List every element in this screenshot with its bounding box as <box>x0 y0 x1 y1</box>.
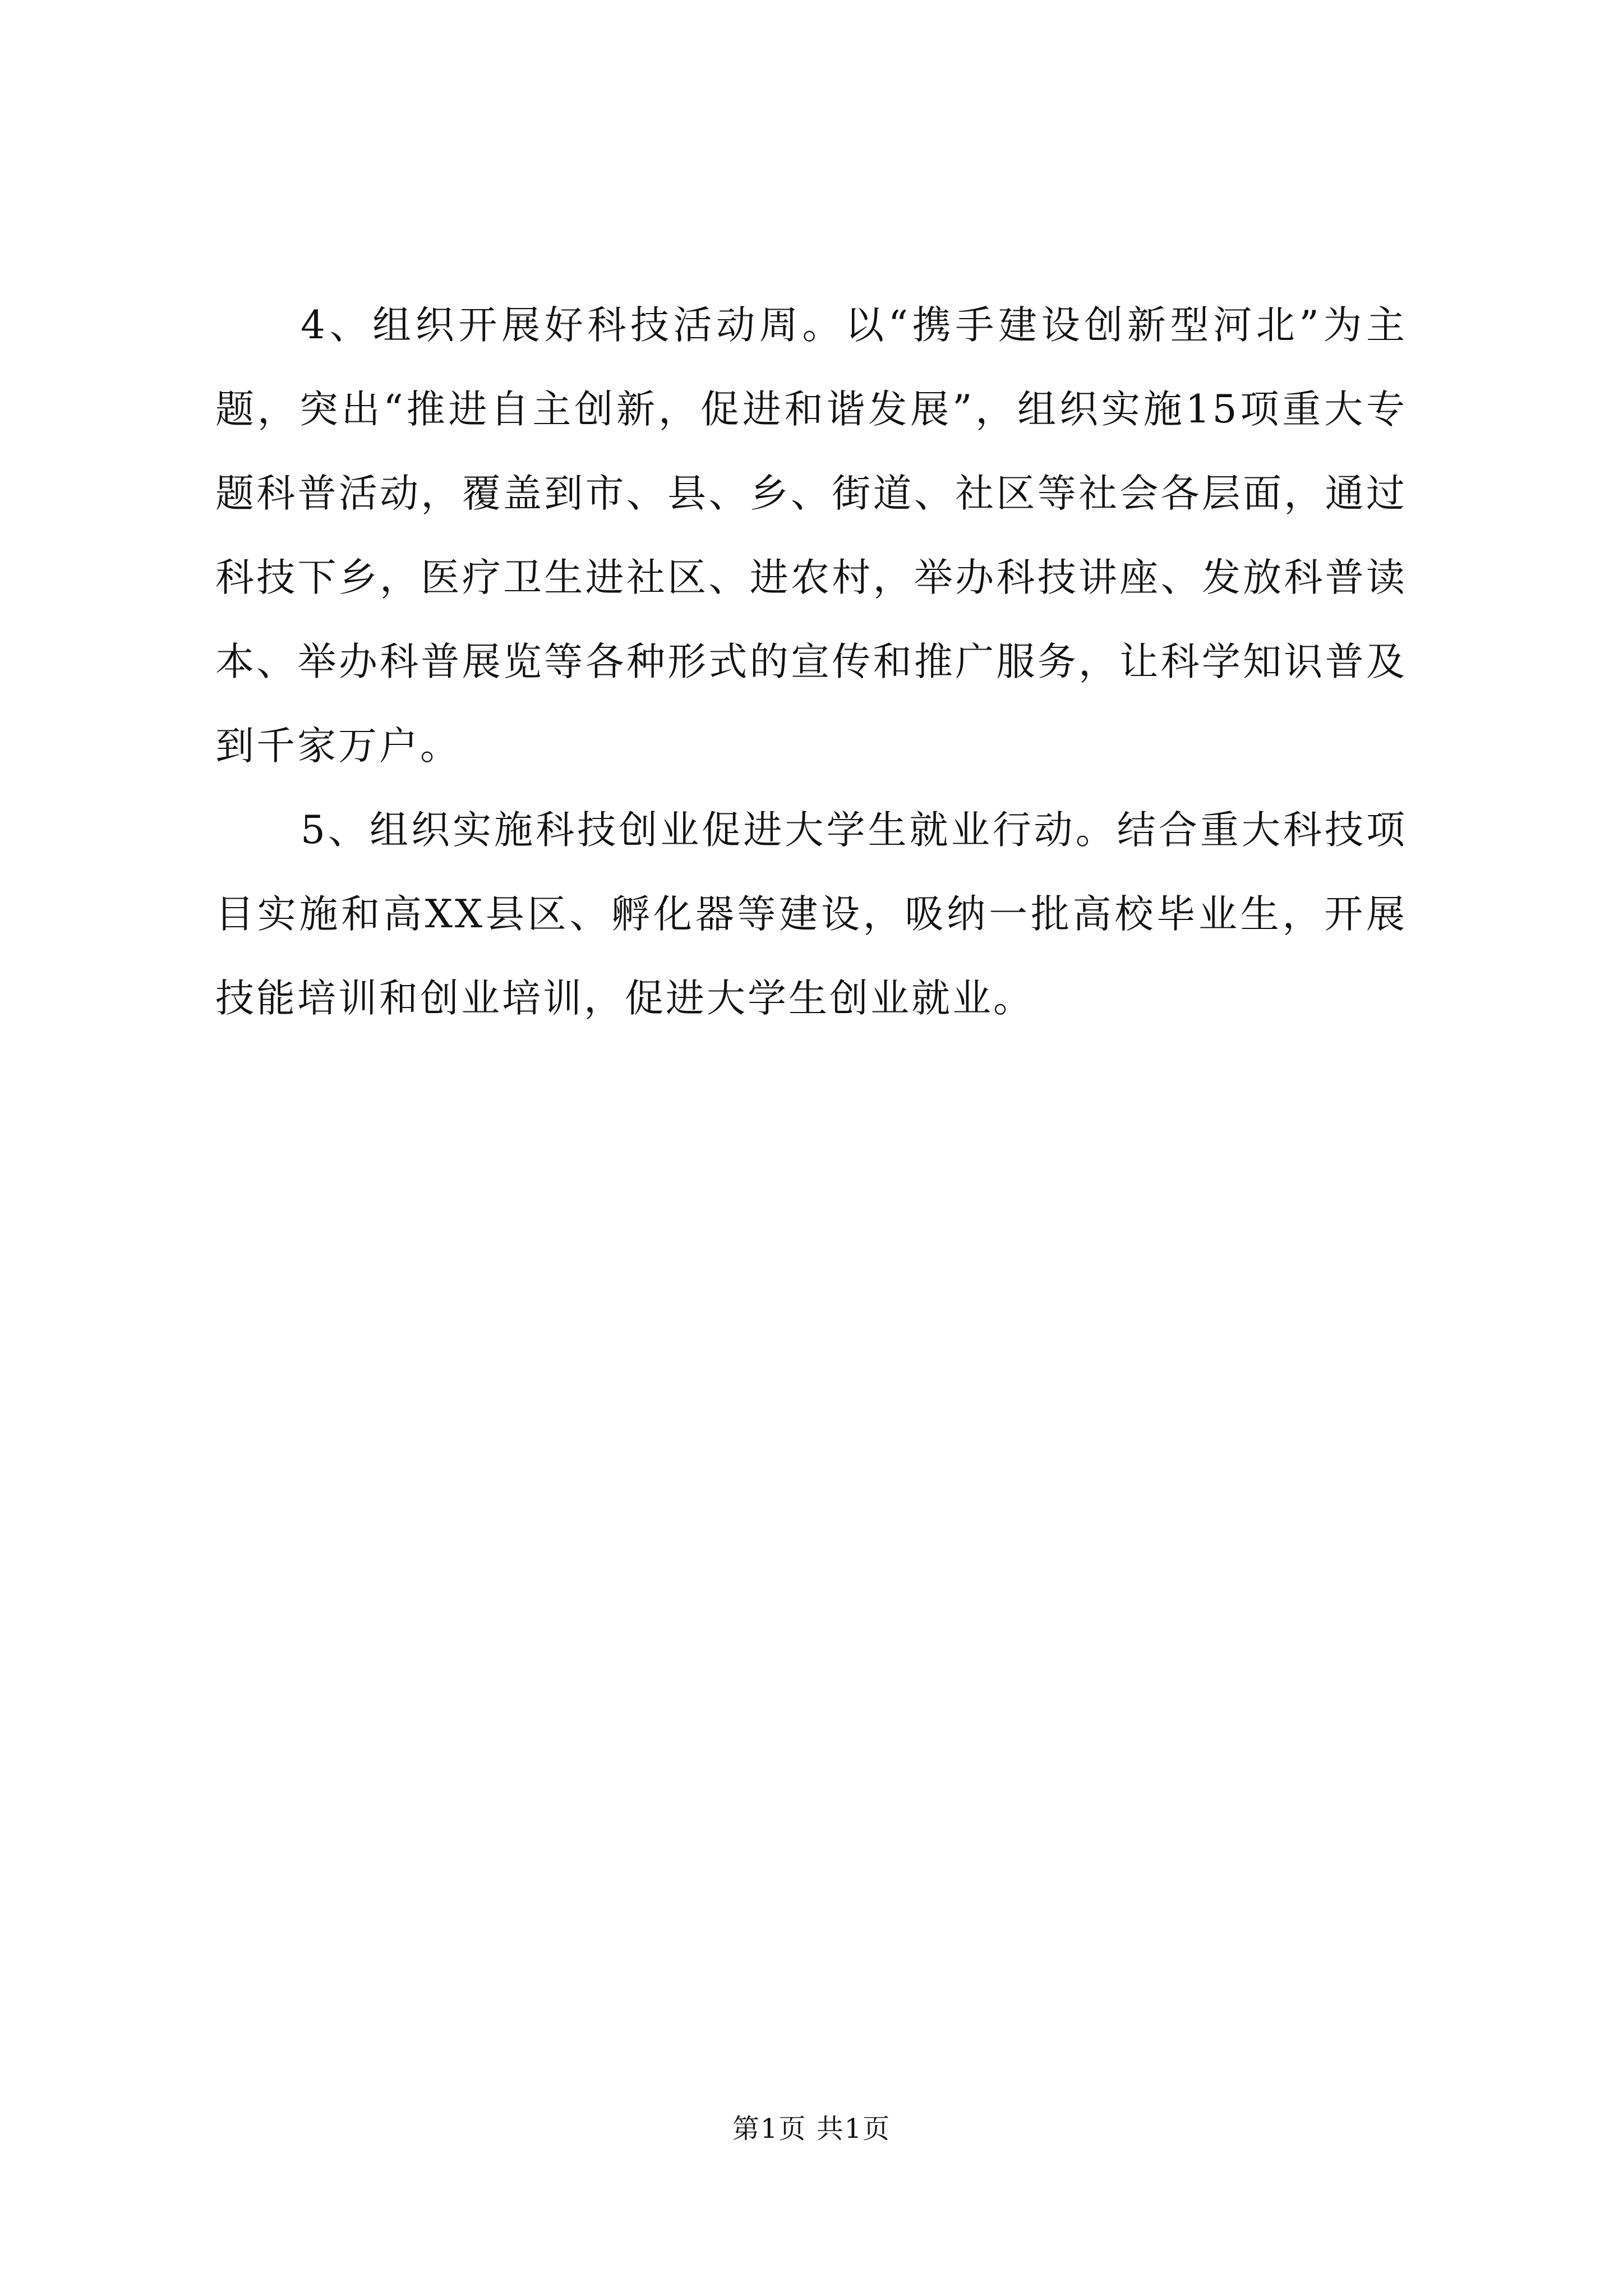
paragraph-item-4: 4、组织开展好科技活动周。以“携手建设创新型河北”为主题，突出“推进自主创新，促进和谐发展”，组织实施15项重大专题科普活动，覆盖到市、县、乡、街道、社区等社会各层面，通过科技下乡，医疗卫生进社区、进农村，举办科技讲座、发放科普读本、举办科普展览等各种形式的宣传和推广服务，让科学知识普及到千家万户。 <box>215 303 1407 769</box>
document-body <box>215 283 1407 1041</box>
paragraph-item-5: 5、组织实施科技创业促进大学生就业行动。结合重大科技项目实施和高XX县区、孵化器等建设，吸纳一批高校毕业生，开展技能培训和创业培训，促进大学生创业就业。 <box>215 808 1407 1021</box>
page-footer: 第1页 共1页 <box>732 2113 891 2145</box>
